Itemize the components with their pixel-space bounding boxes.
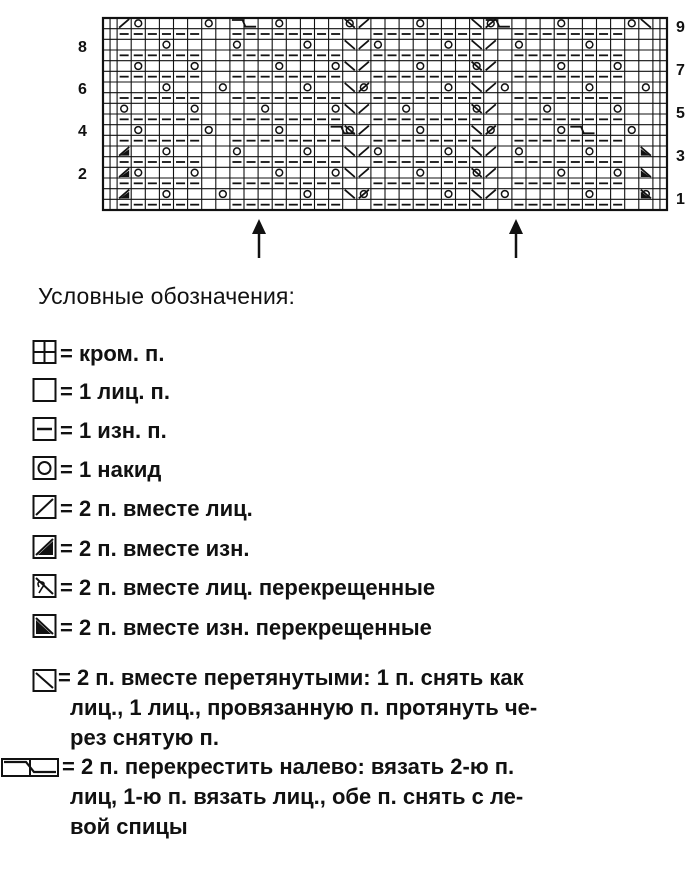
cross-left-icon bbox=[0, 755, 62, 779]
p2tog-crossed-icon bbox=[32, 613, 58, 639]
cross-text-line-2: лиц, 1-ю п. вязать лиц., обе п. снять с ле- bbox=[70, 784, 524, 809]
row-number-2: 2 bbox=[78, 166, 87, 183]
row-number-3: 3 bbox=[676, 148, 685, 165]
knitting-chart bbox=[0, 0, 700, 265]
legend-item-k2tog-crossed bbox=[32, 573, 435, 601]
legend-item-text: = 2 п. вместе изн. bbox=[60, 536, 250, 561]
legend-item-p2tog bbox=[32, 534, 250, 562]
cross-text-line-3: вой спицы bbox=[70, 814, 188, 839]
edge-stitch-icon bbox=[32, 339, 58, 365]
legend-item-purl-stitch bbox=[32, 416, 167, 444]
legend-item-text: = 2 п. вместе лиц. перекрещенные bbox=[60, 575, 436, 600]
legend-item-text: = кром. п. bbox=[60, 341, 165, 366]
legend-item-knit-stitch bbox=[32, 377, 170, 405]
row-number-4: 4 bbox=[78, 123, 87, 140]
p2tog-icon bbox=[32, 534, 58, 560]
chart-grid bbox=[103, 18, 667, 210]
k2tog-icon bbox=[32, 494, 58, 520]
legend-item-p2tog-crossed bbox=[32, 613, 432, 641]
legend-item-edge-stitch bbox=[32, 339, 164, 367]
row-number-8: 8 bbox=[78, 39, 87, 56]
legend-item-text: = 1 накид bbox=[60, 457, 162, 482]
legend-item-cross-left bbox=[0, 752, 700, 842]
legend-item-yarn-over bbox=[32, 455, 161, 483]
legend-item-text: = 2 п. вместе изн. перекрещенные bbox=[60, 615, 432, 640]
row-number-7: 7 bbox=[676, 62, 685, 79]
ssk-icon bbox=[32, 667, 58, 693]
purl-stitch-icon bbox=[32, 416, 58, 442]
repeat-arrow-left bbox=[252, 219, 266, 258]
row-number-1: 1 bbox=[676, 191, 685, 208]
legend-item-text: = 1 изн. п. bbox=[60, 418, 167, 443]
k2tog-crossed-icon bbox=[32, 573, 58, 599]
legend-item-ssk bbox=[0, 663, 700, 753]
row-number-6: 6 bbox=[78, 81, 87, 98]
legend-title: Условные обозначения: bbox=[38, 283, 295, 309]
knit-stitch-icon bbox=[32, 377, 58, 403]
ssk-text-line-1: = 2 п. вместе перетянутыми: 1 п. снять как bbox=[58, 665, 524, 690]
row-number-5: 5 bbox=[676, 105, 685, 122]
ssk-text-line-3: рез снятую п. bbox=[70, 725, 219, 750]
row-number-9: 9 bbox=[676, 19, 685, 36]
legend-item-k2tog bbox=[32, 494, 253, 522]
legend-item-text: = 1 лиц. п. bbox=[60, 379, 170, 404]
yarn-over-icon bbox=[32, 455, 58, 481]
ssk-text-line-2: лиц., 1 лиц., провязанную п. протянуть че- bbox=[70, 695, 538, 720]
legend-item-text: = 2 п. вместе лиц. bbox=[60, 496, 253, 521]
repeat-arrow-right bbox=[509, 219, 523, 258]
cross-text-line-1: = 2 п. перекрестить налево: вязать 2-ю п. bbox=[62, 754, 515, 779]
